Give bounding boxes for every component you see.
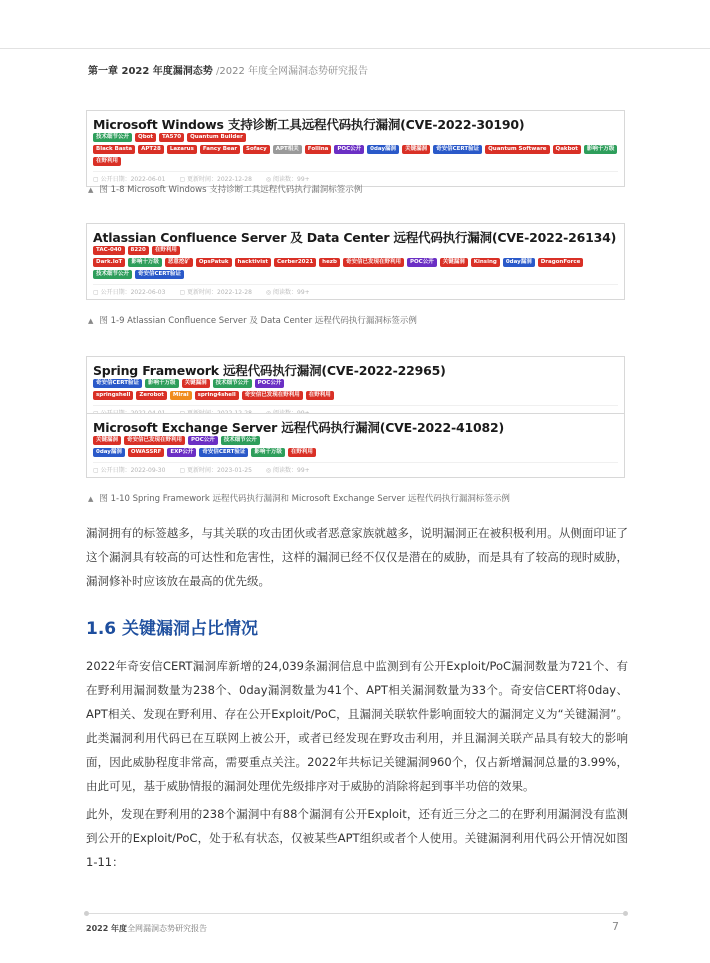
tag-badge[interactable]: APT28 xyxy=(138,145,164,154)
tag-list-row1 xyxy=(93,246,180,255)
vuln-title[interactable]: Microsoft Exchange Server 远程代码执行漏洞(CVE-2022-41082) xyxy=(93,420,504,435)
tag-badge[interactable]: 影响十万级 xyxy=(128,258,162,267)
vuln-meta xyxy=(93,462,618,474)
tag-badge[interactable]: Kinsing xyxy=(471,258,500,267)
vuln-card-cve-2022-30190[interactable] xyxy=(86,110,625,187)
tag-badge[interactable]: OpsPatuk xyxy=(196,258,232,267)
tag-badge[interactable]: 关键漏洞 xyxy=(182,379,210,388)
read-count: ◎ 阅读数：99+ xyxy=(265,176,310,183)
update-time: ▢ 更新时间：2022-12-28 xyxy=(179,289,252,296)
vuln-card-cve-2022-22965[interactable] xyxy=(86,356,625,421)
caption-text: 图 1-9 Atlassian Confluence Server 及 Data Center 远程代码执行漏洞标签示例 xyxy=(99,316,417,326)
paragraph-tags-meaning: 漏洞拥有的标签越多，与其关联的攻击团伙或者恶意家族就越多，说明漏洞正在被积极利用。从侧面印证了这个漏洞具有较高的可达性和危害性，这样的漏洞已经不仅仅是潜在的威胁，而是具有了较高的现时威胁，漏洞修补时应该放在最高的优先级。 xyxy=(86,526,628,588)
tag-badge[interactable]: 在野利用 xyxy=(152,246,180,255)
tag-list-row1 xyxy=(93,379,284,388)
update-time: ▢ 更新时间：2023-01-25 xyxy=(179,467,252,474)
tag-badge[interactable]: 在野利用 xyxy=(306,391,334,400)
tag-badge[interactable]: TA570 xyxy=(159,133,184,142)
read-count: ◎ 阅读数：99+ xyxy=(265,467,310,474)
tag-badge[interactable]: 奇安信CERT验证 xyxy=(199,448,248,457)
tag-badge[interactable]: Qbot xyxy=(135,133,156,142)
rule-dot-icon xyxy=(84,911,89,916)
tag-badge[interactable]: 8220 xyxy=(128,246,149,255)
tag-badge[interactable]: 奇安信CERT验证 xyxy=(433,145,482,154)
tag-badge[interactable]: 技术细节公开 xyxy=(93,270,132,279)
tag-list-row1 xyxy=(93,133,246,142)
triangle-icon: ▲ xyxy=(88,186,94,194)
tag-badge[interactable]: Lazarus xyxy=(167,145,197,154)
tag-badge[interactable]: 技术细节公开 xyxy=(213,379,252,388)
vuln-card-cve-2022-26134[interactable] xyxy=(86,223,625,300)
tag-badge[interactable]: 0day漏洞 xyxy=(503,258,535,267)
tag-list-row2 xyxy=(93,258,618,279)
header-separator: / xyxy=(215,66,220,77)
figure-caption-1-9 xyxy=(88,314,417,326)
caption-text: 图 1-10 Spring Framework 远程代码执行漏洞和 Microsoft Exchange Server 远程代码执行漏洞标签示例 xyxy=(99,494,510,504)
tag-badge[interactable]: 0day漏洞 xyxy=(93,448,125,457)
tag-badge[interactable]: Follina xyxy=(305,145,332,154)
tag-badge[interactable]: POC公开 xyxy=(334,145,364,154)
tag-badge[interactable]: POC公开 xyxy=(188,436,218,445)
publish-date: ▢ 公开日期：2022-06-03 xyxy=(93,289,166,296)
figure-caption-1-8 xyxy=(88,183,362,195)
tag-badge[interactable]: 在野利用 xyxy=(93,157,121,166)
tag-badge[interactable]: Zerobot xyxy=(136,391,167,400)
tag-badge[interactable]: 奇安信CERT验证 xyxy=(93,379,142,388)
page-number: 7 xyxy=(612,920,619,933)
vuln-meta xyxy=(93,171,618,183)
tag-badge[interactable]: Mirai xyxy=(170,391,192,400)
tag-badge[interactable]: TAC-040 xyxy=(93,246,125,255)
tag-badge[interactable]: 奇安信CERT验证 xyxy=(135,270,184,279)
caption-text: 图 1-8 Microsoft Windows 支持诊断工具远程代码执行漏洞标签示例 xyxy=(99,185,363,195)
tag-badge[interactable]: hezb xyxy=(319,258,340,267)
publish-date: ▢ 公开日期：2022-06-01 xyxy=(93,176,166,183)
tag-list-row2 xyxy=(93,145,618,166)
tag-badge[interactable]: 奇安信已发现在野利用 xyxy=(343,258,404,267)
tag-list-row2 xyxy=(93,448,618,457)
paragraph-key-vuln-stats: 2022年奇安信CERT漏洞库新增的24,039条漏洞信息中监测到有公开Exploit/PoC漏洞数量为721个、有在野利用漏洞数量为238个、0day漏洞数量为41个、APT相关漏洞数量为33个。奇安信CERT将0day、APT相关、发现在野利用、存在公开Exploit/PoC，且漏洞关联软件影响面较大的漏洞定义为“关键漏洞”。此类漏洞利用代码已在互联网上被公开，或者已经发现在野攻击利用，并且漏洞关联产品具有较大的影响面，因此威胁程度非常高，需要重点关注。2022年共标记关键漏洞960个，仅占新增漏洞总量的3.99%，由此可见，基于威胁情报的漏洞处理优先级排序对于威胁的消除将起到事半功倍的效果。 xyxy=(86,659,628,793)
tag-badge[interactable]: 奇安信已发现在野利用 xyxy=(242,391,303,400)
tag-list-row2 xyxy=(93,391,618,400)
tag-badge[interactable]: Sofacy xyxy=(243,145,270,154)
rule-dot-icon xyxy=(623,911,628,916)
tag-badge[interactable]: Fancy Bear xyxy=(200,145,240,154)
tag-badge[interactable]: spring4shell xyxy=(195,391,239,400)
tag-badge[interactable]: 关键漏洞 xyxy=(93,436,121,445)
footer-year: 2022 年度 xyxy=(86,924,128,933)
tag-badge[interactable]: springshell xyxy=(93,391,133,400)
publish-date: ▢ 公开日期：2022-09-30 xyxy=(93,467,166,474)
tag-badge[interactable]: Qakbot xyxy=(553,145,581,154)
report-title: 2022 年度全网漏洞态势研究报告 xyxy=(219,66,368,77)
chapter-title: 第一章 2022 年度漏洞态势 xyxy=(88,66,213,77)
tag-badge[interactable]: 影响千万级 xyxy=(251,448,285,457)
section-heading-1-6: 1.6 关键漏洞占比情况 xyxy=(86,619,259,639)
footer-report-title xyxy=(86,923,207,934)
tag-badge[interactable]: APT相关 xyxy=(273,145,302,154)
top-rule xyxy=(0,48,710,49)
tag-badge[interactable]: Dark.IoT xyxy=(93,258,125,267)
vuln-meta xyxy=(93,284,618,296)
tag-badge[interactable]: 影响千万级 xyxy=(584,145,618,154)
footer-title: 全网漏洞态势研究报告 xyxy=(127,924,208,933)
tag-badge[interactable]: 0day漏洞 xyxy=(367,145,399,154)
triangle-icon: ▲ xyxy=(88,317,94,325)
paragraph-exploit-status: 此外，发现在野利用的238个漏洞中有88个漏洞有公开Exploit，还有近三分之二的在野利用漏洞没有监测到公开的Exploit/PoC，处于私有状态，仅被某些APT组织或者个人使用。关键漏洞利用代码公开情况如图1-11： xyxy=(86,807,628,869)
vuln-title[interactable]: Spring Framework 远程代码执行漏洞(CVE-2022-22965) xyxy=(93,363,446,378)
vuln-card-cve-2022-41082[interactable] xyxy=(86,413,625,478)
tag-badge[interactable]: POC公开 xyxy=(255,379,285,388)
tag-badge[interactable]: POC公开 xyxy=(407,258,437,267)
page-header xyxy=(88,62,368,77)
tag-badge[interactable]: 技术细节公开 xyxy=(221,436,260,445)
update-time: ▢ 更新时间：2022-12-28 xyxy=(179,176,252,183)
tag-badge[interactable]: 技术细节公开 xyxy=(93,133,132,142)
tag-list-row1 xyxy=(93,436,260,445)
tag-badge[interactable]: 关键漏洞 xyxy=(440,258,468,267)
tag-badge[interactable]: Quantum Software xyxy=(485,145,549,154)
tag-badge[interactable]: 关键漏洞 xyxy=(402,145,430,154)
tag-badge[interactable]: hacktivist xyxy=(235,258,271,267)
vuln-title[interactable]: Atlassian Confluence Server 及 Data Center 远程代码执行漏洞(CVE-2022-26134) xyxy=(93,230,617,245)
tag-badge[interactable]: 恶意挖矿 xyxy=(165,258,193,267)
tag-badge[interactable]: 奇安信已发现在野利用 xyxy=(124,436,185,445)
tag-badge[interactable]: Quantum Builder xyxy=(187,133,246,142)
tag-badge[interactable]: OWASSRF xyxy=(128,448,164,457)
tag-badge[interactable]: Black Basta xyxy=(93,145,135,154)
triangle-icon: ▲ xyxy=(88,495,94,503)
figure-caption-1-10 xyxy=(88,492,510,504)
footer-rule xyxy=(86,913,626,914)
read-count: ◎ 阅读数：99+ xyxy=(265,289,310,296)
tag-badge[interactable]: 在野利用 xyxy=(288,448,316,457)
tag-badge[interactable]: Cerber2021 xyxy=(274,258,316,267)
tag-badge[interactable]: DragonForce xyxy=(538,258,584,267)
vuln-title[interactable]: Microsoft Windows 支持诊断工具远程代码执行漏洞(CVE-2022-30190) xyxy=(93,117,525,132)
tag-badge[interactable]: EXP公开 xyxy=(167,448,196,457)
tag-badge[interactable]: 影响千万级 xyxy=(145,379,179,388)
